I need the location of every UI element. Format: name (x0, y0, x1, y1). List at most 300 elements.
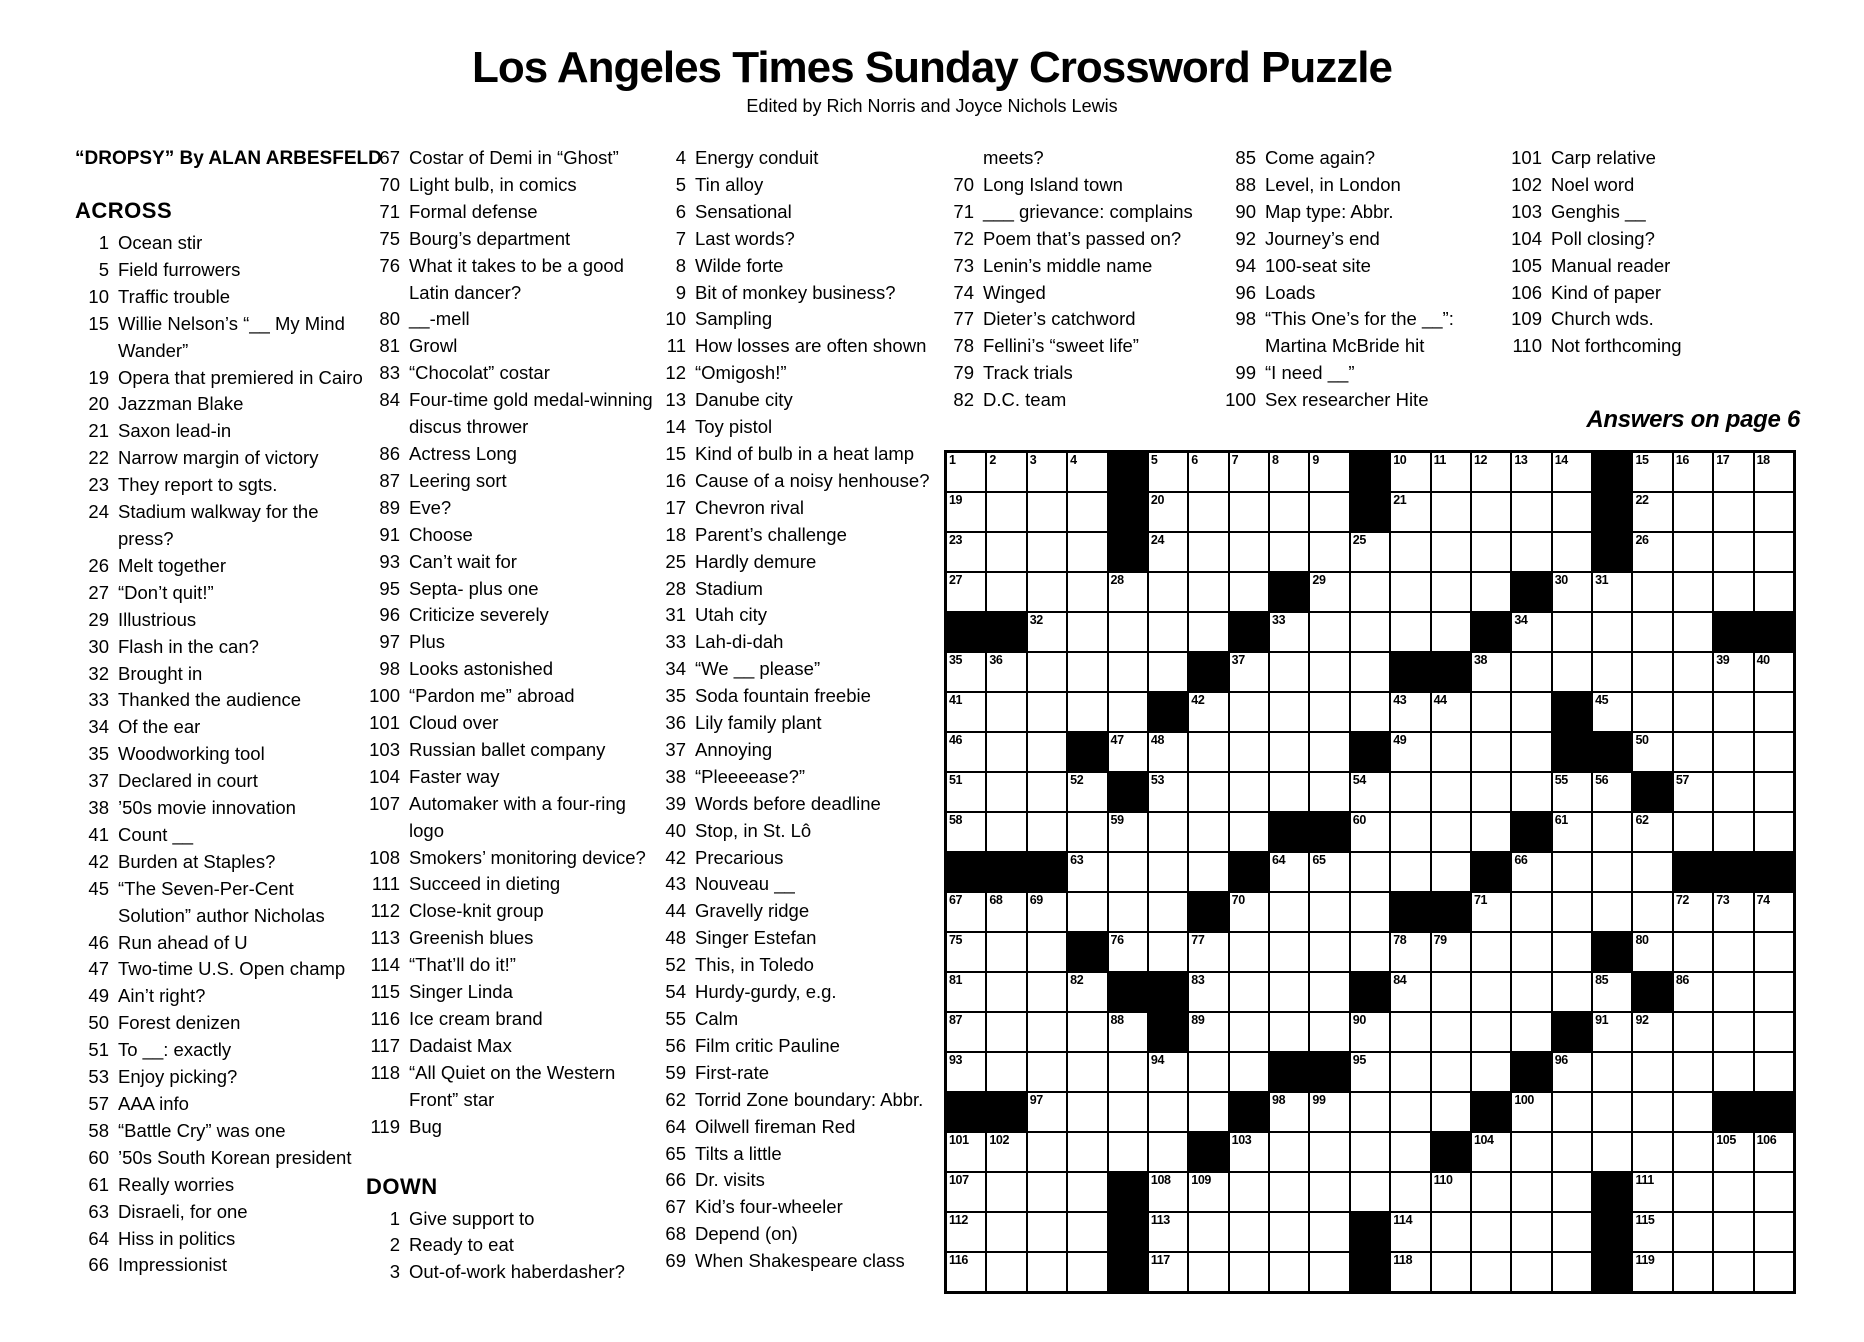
grid-cell[interactable] (1714, 933, 1752, 971)
grid-cell[interactable] (1391, 973, 1429, 1011)
grid-cell[interactable] (1230, 1173, 1268, 1211)
grid-cell[interactable] (1633, 493, 1671, 531)
grid-cell[interactable] (1351, 893, 1389, 931)
grid-cell[interactable] (987, 733, 1025, 771)
grid-cell[interactable] (1109, 613, 1147, 651)
grid-cell[interactable] (1432, 693, 1470, 731)
grid-cell[interactable] (1714, 973, 1752, 1011)
grid-cell[interactable] (1714, 493, 1752, 531)
grid-cell[interactable] (1351, 1013, 1389, 1051)
grid-cell[interactable] (1068, 693, 1106, 731)
grid-cell[interactable] (1714, 573, 1752, 611)
grid-cell[interactable] (987, 813, 1025, 851)
grid-cell[interactable] (1633, 1173, 1671, 1211)
grid-cell[interactable] (1189, 1013, 1227, 1051)
grid-cell[interactable] (1189, 573, 1227, 611)
grid-cell[interactable] (1189, 453, 1227, 491)
grid-cell[interactable] (1149, 733, 1187, 771)
grid-cell[interactable] (1149, 1213, 1187, 1251)
grid-cell[interactable] (1149, 853, 1187, 891)
grid-cell[interactable] (1472, 813, 1510, 851)
grid-cell[interactable] (1391, 693, 1429, 731)
grid-cell[interactable] (1714, 1013, 1752, 1051)
grid-cell[interactable] (1189, 693, 1227, 731)
grid-cell[interactable] (1391, 453, 1429, 491)
grid-cell[interactable] (1270, 653, 1308, 691)
grid-cell[interactable] (1351, 933, 1389, 971)
grid-cell[interactable] (1512, 853, 1550, 891)
grid-cell[interactable] (1714, 653, 1752, 691)
grid-cell[interactable] (1230, 893, 1268, 931)
grid-cell[interactable] (1230, 1133, 1268, 1171)
grid-cell[interactable] (1270, 773, 1308, 811)
grid-cell[interactable] (1391, 493, 1429, 531)
grid-cell[interactable] (1109, 693, 1147, 731)
grid-cell[interactable] (1593, 1053, 1631, 1091)
grid-cell[interactable] (1028, 933, 1066, 971)
grid-cell[interactable] (1270, 733, 1308, 771)
grid-cell[interactable] (1310, 1173, 1348, 1211)
grid-cell[interactable] (1674, 813, 1712, 851)
grid-cell[interactable] (1189, 493, 1227, 531)
grid-cell[interactable] (1755, 493, 1793, 531)
grid-cell[interactable] (1674, 453, 1712, 491)
grid-cell[interactable] (1432, 733, 1470, 771)
grid-cell[interactable] (1633, 733, 1671, 771)
grid-cell[interactable] (1432, 773, 1470, 811)
grid-cell[interactable] (1755, 653, 1793, 691)
grid-cell[interactable] (1755, 1173, 1793, 1211)
grid-cell[interactable] (1230, 1213, 1268, 1251)
grid-cell[interactable] (1472, 933, 1510, 971)
grid-cell[interactable] (1593, 1133, 1631, 1171)
grid-cell[interactable] (1028, 573, 1066, 611)
grid-cell[interactable] (1270, 453, 1308, 491)
grid-cell[interactable] (1149, 653, 1187, 691)
grid-cell[interactable] (1755, 813, 1793, 851)
grid-cell[interactable] (1512, 773, 1550, 811)
grid-cell[interactable] (1270, 533, 1308, 571)
grid-cell[interactable] (1270, 1093, 1308, 1131)
grid-cell[interactable] (1189, 1173, 1227, 1211)
grid-cell[interactable] (1755, 893, 1793, 931)
grid-cell[interactable] (1432, 853, 1470, 891)
grid-cell[interactable] (1633, 933, 1671, 971)
grid-cell[interactable] (987, 1013, 1025, 1051)
grid-cell[interactable] (1755, 1053, 1793, 1091)
grid-cell[interactable] (1109, 1093, 1147, 1131)
grid-cell[interactable] (1512, 493, 1550, 531)
grid-cell[interactable] (1189, 813, 1227, 851)
grid-cell[interactable] (1028, 813, 1066, 851)
grid-cell[interactable] (1310, 773, 1348, 811)
grid-cell[interactable] (1230, 773, 1268, 811)
grid-cell[interactable] (1068, 613, 1106, 651)
grid-cell[interactable] (1633, 1093, 1671, 1131)
grid-cell[interactable] (947, 533, 985, 571)
grid-cell[interactable] (1351, 1093, 1389, 1131)
grid-cell[interactable] (1755, 453, 1793, 491)
grid-cell[interactable] (1068, 893, 1106, 931)
grid-cell[interactable] (1633, 613, 1671, 651)
grid-cell[interactable] (1593, 773, 1631, 811)
grid-cell[interactable] (1109, 853, 1147, 891)
grid-cell[interactable] (1432, 1253, 1470, 1291)
grid-cell[interactable] (987, 653, 1025, 691)
grid-cell[interactable] (1674, 1013, 1712, 1051)
grid-cell[interactable] (947, 693, 985, 731)
grid-cell[interactable] (1230, 1053, 1268, 1091)
grid-cell[interactable] (1674, 1213, 1712, 1251)
grid-cell[interactable] (1149, 533, 1187, 571)
grid-cell[interactable] (947, 773, 985, 811)
grid-cell[interactable] (1310, 533, 1348, 571)
grid-cell[interactable] (1270, 853, 1308, 891)
grid-cell[interactable] (947, 893, 985, 931)
grid-cell[interactable] (1472, 1173, 1510, 1211)
grid-cell[interactable] (1189, 533, 1227, 571)
grid-cell[interactable] (1149, 613, 1187, 651)
grid-cell[interactable] (1149, 813, 1187, 851)
grid-cell[interactable] (1512, 453, 1550, 491)
grid-cell[interactable] (1028, 893, 1066, 931)
grid-cell[interactable] (1432, 573, 1470, 611)
grid-cell[interactable] (1432, 1173, 1470, 1211)
grid-cell[interactable] (1109, 893, 1147, 931)
grid-cell[interactable] (1512, 533, 1550, 571)
grid-cell[interactable] (1633, 1053, 1671, 1091)
grid-cell[interactable] (1028, 533, 1066, 571)
grid-cell[interactable] (1310, 1093, 1348, 1131)
grid-cell[interactable] (1068, 1133, 1106, 1171)
grid-cell[interactable] (1109, 1053, 1147, 1091)
grid-cell[interactable] (1310, 973, 1348, 1011)
grid-cell[interactable] (947, 733, 985, 771)
grid-cell[interactable] (1553, 813, 1591, 851)
grid-cell[interactable] (1028, 973, 1066, 1011)
grid-cell[interactable] (1633, 853, 1671, 891)
grid-cell[interactable] (1068, 573, 1106, 611)
grid-cell[interactable] (1109, 1133, 1147, 1171)
grid-cell[interactable] (947, 1253, 985, 1291)
grid-cell[interactable] (1755, 693, 1793, 731)
grid-cell[interactable] (1189, 933, 1227, 971)
grid-cell[interactable] (1391, 733, 1429, 771)
grid-cell[interactable] (1714, 533, 1752, 571)
grid-cell[interactable] (1391, 773, 1429, 811)
grid-cell[interactable] (1512, 613, 1550, 651)
grid-cell[interactable] (1189, 1213, 1227, 1251)
grid-cell[interactable] (1028, 1053, 1066, 1091)
grid-cell[interactable] (947, 1053, 985, 1091)
grid-cell[interactable] (1351, 853, 1389, 891)
grid-cell[interactable] (987, 1133, 1025, 1171)
grid-cell[interactable] (1472, 733, 1510, 771)
grid-cell[interactable] (1270, 973, 1308, 1011)
grid-cell[interactable] (1149, 493, 1187, 531)
grid-cell[interactable] (1674, 613, 1712, 651)
grid-cell[interactable] (1270, 1253, 1308, 1291)
grid-cell[interactable] (1553, 1093, 1591, 1131)
grid-cell[interactable] (1432, 1093, 1470, 1131)
grid-cell[interactable] (1391, 573, 1429, 611)
grid-cell[interactable] (1432, 533, 1470, 571)
grid-cell[interactable] (1270, 693, 1308, 731)
grid-cell[interactable] (1351, 773, 1389, 811)
grid-cell[interactable] (1714, 1253, 1752, 1291)
grid-cell[interactable] (1068, 1253, 1106, 1291)
grid-cell[interactable] (1714, 813, 1752, 851)
grid-cell[interactable] (1593, 613, 1631, 651)
grid-cell[interactable] (947, 1013, 985, 1051)
grid-cell[interactable] (1432, 1053, 1470, 1091)
grid-cell[interactable] (1189, 733, 1227, 771)
grid-cell[interactable] (1351, 533, 1389, 571)
grid-cell[interactable] (1755, 1213, 1793, 1251)
grid-cell[interactable] (1310, 1133, 1348, 1171)
grid-cell[interactable] (1109, 813, 1147, 851)
grid-cell[interactable] (1755, 533, 1793, 571)
grid-cell[interactable] (1755, 573, 1793, 611)
grid-cell[interactable] (1149, 1093, 1187, 1131)
grid-cell[interactable] (1230, 733, 1268, 771)
grid-cell[interactable] (1512, 1133, 1550, 1171)
grid-cell[interactable] (1553, 453, 1591, 491)
grid-cell[interactable] (1512, 933, 1550, 971)
grid-cell[interactable] (1068, 1093, 1106, 1131)
grid-cell[interactable] (1310, 1253, 1348, 1291)
grid-cell[interactable] (1391, 1093, 1429, 1131)
grid-cell[interactable] (1633, 453, 1671, 491)
grid-cell[interactable] (1472, 573, 1510, 611)
grid-cell[interactable] (1068, 493, 1106, 531)
grid-cell[interactable] (1189, 1253, 1227, 1291)
grid-cell[interactable] (1472, 973, 1510, 1011)
grid-cell[interactable] (1351, 1053, 1389, 1091)
grid-cell[interactable] (1230, 533, 1268, 571)
grid-cell[interactable] (947, 813, 985, 851)
grid-cell[interactable] (1512, 973, 1550, 1011)
grid-cell[interactable] (1432, 453, 1470, 491)
grid-cell[interactable] (1351, 653, 1389, 691)
grid-cell[interactable] (1068, 813, 1106, 851)
grid-cell[interactable] (1310, 1013, 1348, 1051)
grid-cell[interactable] (1270, 893, 1308, 931)
grid-cell[interactable] (1310, 613, 1348, 651)
grid-cell[interactable] (1149, 1173, 1187, 1211)
grid-cell[interactable] (1755, 1253, 1793, 1291)
grid-cell[interactable] (1230, 813, 1268, 851)
grid-cell[interactable] (1432, 813, 1470, 851)
grid-cell[interactable] (1432, 1213, 1470, 1251)
grid-cell[interactable] (1391, 1173, 1429, 1211)
grid-cell[interactable] (1633, 1213, 1671, 1251)
grid-cell[interactable] (1553, 1253, 1591, 1291)
grid-cell[interactable] (1028, 613, 1066, 651)
grid-cell[interactable] (1068, 973, 1106, 1011)
grid-cell[interactable] (1714, 1133, 1752, 1171)
grid-cell[interactable] (1633, 533, 1671, 571)
grid-cell[interactable] (1230, 493, 1268, 531)
grid-cell[interactable] (1472, 1133, 1510, 1171)
grid-cell[interactable] (947, 973, 985, 1011)
grid-cell[interactable] (1714, 733, 1752, 771)
grid-cell[interactable] (1028, 1133, 1066, 1171)
grid-cell[interactable] (1755, 933, 1793, 971)
grid-cell[interactable] (947, 453, 985, 491)
grid-cell[interactable] (1310, 453, 1348, 491)
grid-cell[interactable] (1310, 493, 1348, 531)
grid-cell[interactable] (947, 1173, 985, 1211)
grid-cell[interactable] (1149, 1053, 1187, 1091)
grid-cell[interactable] (1230, 1253, 1268, 1291)
grid-cell[interactable] (1674, 893, 1712, 931)
grid-cell[interactable] (1068, 653, 1106, 691)
grid-cell[interactable] (1270, 1173, 1308, 1211)
grid-cell[interactable] (1553, 853, 1591, 891)
grid-cell[interactable] (1674, 653, 1712, 691)
grid-cell[interactable] (1674, 693, 1712, 731)
grid-cell[interactable] (1189, 973, 1227, 1011)
grid-cell[interactable] (1553, 1173, 1591, 1211)
grid-cell[interactable] (1149, 1253, 1187, 1291)
grid-cell[interactable] (1512, 1093, 1550, 1131)
grid-cell[interactable] (1270, 933, 1308, 971)
grid-cell[interactable] (1633, 813, 1671, 851)
grid-cell[interactable] (1310, 573, 1348, 611)
grid-cell[interactable] (1230, 933, 1268, 971)
grid-cell[interactable] (1472, 1253, 1510, 1291)
grid-cell[interactable] (1553, 533, 1591, 571)
grid-cell[interactable] (1714, 1173, 1752, 1211)
grid-cell[interactable] (1351, 613, 1389, 651)
grid-cell[interactable] (1068, 1013, 1106, 1051)
grid-cell[interactable] (1310, 1213, 1348, 1251)
grid-cell[interactable] (1391, 1253, 1429, 1291)
grid-cell[interactable] (1553, 1053, 1591, 1091)
grid-cell[interactable] (1149, 453, 1187, 491)
grid-cell[interactable] (1391, 533, 1429, 571)
grid-cell[interactable] (1472, 653, 1510, 691)
grid-cell[interactable] (987, 1213, 1025, 1251)
grid-cell[interactable] (1028, 1253, 1066, 1291)
grid-cell[interactable] (1028, 1173, 1066, 1211)
grid-cell[interactable] (1432, 493, 1470, 531)
grid-cell[interactable] (987, 533, 1025, 571)
grid-cell[interactable] (1109, 733, 1147, 771)
grid-cell[interactable] (1593, 813, 1631, 851)
grid-cell[interactable] (1189, 613, 1227, 651)
grid-cell[interactable] (1230, 693, 1268, 731)
grid-cell[interactable] (1068, 773, 1106, 811)
grid-cell[interactable] (1028, 1013, 1066, 1051)
grid-cell[interactable] (947, 1213, 985, 1251)
grid-cell[interactable] (1230, 973, 1268, 1011)
grid-cell[interactable] (1512, 1013, 1550, 1051)
grid-cell[interactable] (1230, 573, 1268, 611)
grid-cell[interactable] (1553, 1133, 1591, 1171)
grid-cell[interactable] (987, 1253, 1025, 1291)
grid-cell[interactable] (1512, 1173, 1550, 1211)
grid-cell[interactable] (1028, 733, 1066, 771)
grid-cell[interactable] (1310, 653, 1348, 691)
grid-cell[interactable] (1270, 1213, 1308, 1251)
grid-cell[interactable] (1028, 1213, 1066, 1251)
grid-cell[interactable] (1391, 1013, 1429, 1051)
grid-cell[interactable] (1068, 1053, 1106, 1091)
grid-cell[interactable] (1714, 453, 1752, 491)
grid-cell[interactable] (1755, 733, 1793, 771)
grid-cell[interactable] (1472, 1213, 1510, 1251)
grid-cell[interactable] (1553, 1213, 1591, 1251)
grid-cell[interactable] (1593, 1093, 1631, 1131)
grid-cell[interactable] (1391, 813, 1429, 851)
grid-cell[interactable] (1512, 893, 1550, 931)
grid-cell[interactable] (1189, 853, 1227, 891)
grid-cell[interactable] (1432, 933, 1470, 971)
grid-cell[interactable] (987, 893, 1025, 931)
grid-cell[interactable] (1351, 813, 1389, 851)
grid-cell[interactable] (1068, 533, 1106, 571)
grid-cell[interactable] (1391, 1053, 1429, 1091)
grid-cell[interactable] (1512, 1213, 1550, 1251)
grid-cell[interactable] (1189, 1093, 1227, 1131)
grid-cell[interactable] (1553, 893, 1591, 931)
grid-cell[interactable] (987, 693, 1025, 731)
grid-cell[interactable] (1593, 973, 1631, 1011)
grid-cell[interactable] (1674, 1053, 1712, 1091)
grid-cell[interactable] (1512, 653, 1550, 691)
grid-cell[interactable] (987, 933, 1025, 971)
grid-cell[interactable] (1674, 973, 1712, 1011)
grid-cell[interactable] (1068, 853, 1106, 891)
grid-cell[interactable] (1028, 653, 1066, 691)
grid-cell[interactable] (1593, 693, 1631, 731)
grid-cell[interactable] (1270, 493, 1308, 531)
grid-cell[interactable] (1028, 773, 1066, 811)
grid-cell[interactable] (947, 573, 985, 611)
grid-cell[interactable] (1310, 733, 1348, 771)
grid-cell[interactable] (1028, 453, 1066, 491)
grid-cell[interactable] (1028, 493, 1066, 531)
grid-cell[interactable] (987, 1053, 1025, 1091)
grid-cell[interactable] (1391, 1133, 1429, 1171)
grid-cell[interactable] (1553, 973, 1591, 1011)
grid-cell[interactable] (1351, 573, 1389, 611)
grid-cell[interactable] (1109, 573, 1147, 611)
grid-cell[interactable] (1633, 653, 1671, 691)
grid-cell[interactable] (1149, 933, 1187, 971)
grid-cell[interactable] (947, 653, 985, 691)
grid-cell[interactable] (1351, 693, 1389, 731)
grid-cell[interactable] (987, 973, 1025, 1011)
grid-cell[interactable] (1028, 1093, 1066, 1131)
grid-cell[interactable] (1674, 533, 1712, 571)
grid-cell[interactable] (1472, 773, 1510, 811)
grid-cell[interactable] (1633, 693, 1671, 731)
grid-cell[interactable] (1472, 533, 1510, 571)
grid-cell[interactable] (1310, 933, 1348, 971)
grid-cell[interactable] (1230, 453, 1268, 491)
grid-cell[interactable] (947, 933, 985, 971)
grid-cell[interactable] (1230, 653, 1268, 691)
grid-cell[interactable] (1593, 853, 1631, 891)
grid-cell[interactable] (1391, 613, 1429, 651)
grid-cell[interactable] (1189, 773, 1227, 811)
grid-cell[interactable] (1391, 933, 1429, 971)
grid-cell[interactable] (1391, 1213, 1429, 1251)
grid-cell[interactable] (1755, 773, 1793, 811)
